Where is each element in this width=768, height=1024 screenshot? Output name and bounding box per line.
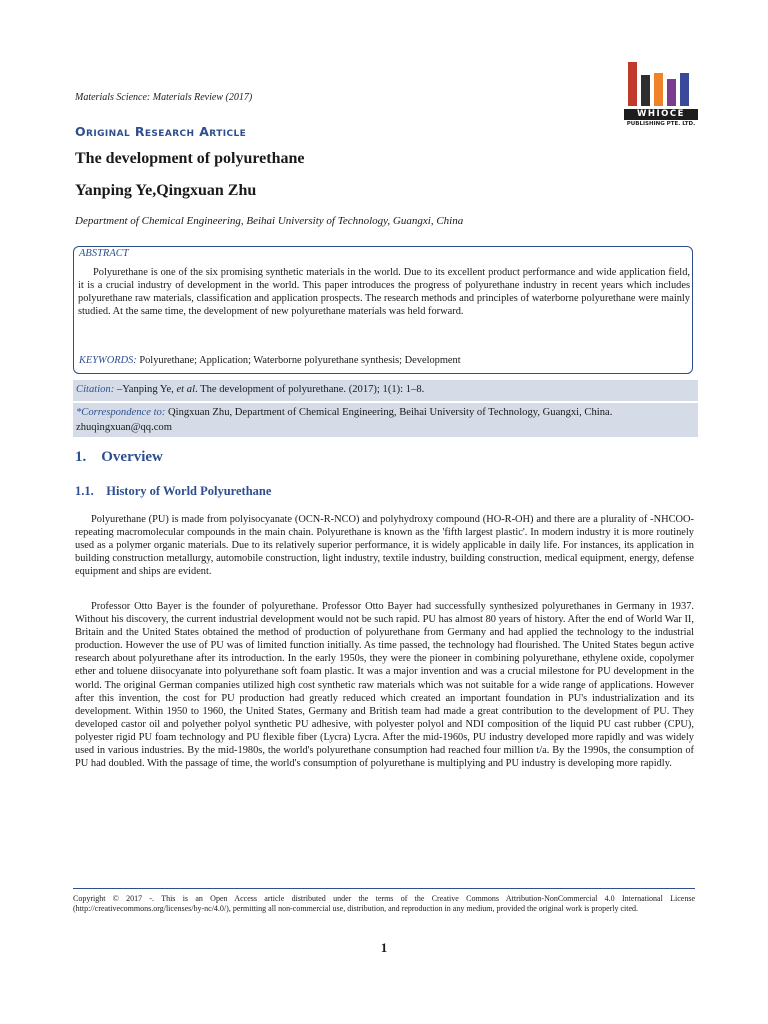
abstract-text: Polyurethane is one of the six promising synthetic materials in the world. Due to its excellent product performance and wide application field, it is a crucial industry of development in the world. This paper introduces the progress of polyurethane industry in recent years which includes polyurethane raw materials, classification and application prospects. The research methods and principles of waterborne polyurethane were mainly studied. At the same time, the development of new polyurethane materials was held forward.	[78, 267, 690, 318]
subsection-heading: 1.1. History of World Polyurethane	[75, 484, 272, 498]
keywords-label: KEYWORDS:	[79, 355, 137, 366]
citation-prefix: –Yanping Ye,	[114, 384, 177, 395]
keywords-list: Polyurethane; Application; Waterborne polyurethane synthesis; Development	[136, 355, 461, 366]
article-title: The development of polyurethane	[75, 150, 305, 167]
keywords	[79, 355, 461, 366]
correspondence-label: *Correspondence to:	[76, 407, 166, 418]
body-paragraph: Polyurethane (PU) is made from polyisocyanate (OCN-R-NCO) and polyhydroxy compound (HO-R-OH) and there are a plurality of -NHCOO-repeating macromolecular compounds in the main chain. Polyurethane is known as the 'fifth largest plastic'. In modern industry it is more routinely used as a polymer organic materials. Due to its relatively superior performance, it is widely applicable in daily life. For instances, its application in building construction metallurgy, automobile construction, light industry, textile industry, building construction, medical equipment, energy, defense equipment and ships are evident.	[75, 514, 694, 578]
logo-bar	[628, 62, 637, 106]
logo-bar	[641, 75, 650, 106]
correspondence-bar	[73, 403, 698, 437]
body-paragraph: Professor Otto Bayer is the founder of polyurethane. Professor Otto Bayer had successfully synthesized polyurethanes in Germany in 1937. Without his discovery, the current industrial development would not be such rapid. PU has almost 80 years of history. After the end of World War II, Britain and the United States obtained the method of production of polyurethane from Germany and had applied the technology to the industrial production. However the use of PU was of limited function initially. As time passed, the technology had flourished. The United States begun active research about polyurethane after its introduction. In the early 1950s, they were the pioneer in combining polyurethane, ethylene oxide, copolymer ether and toluene diisocyanate into polyurethane soft foam plastic. It was a major invention and was a crucial milestone for PU development in the world. The original German companies utilized high cost synthetic raw materials which was not suitable for a wide range of applications. However after this invention, the cost for PU production had greatly reduced which created an important foundation in PU's industrialization and its development. Within 1950 to 1960, the United States, Germany and British team had made a great contribution to the development of PU. They developed castor oil and polyether polyol synthetic PU adhesive, with polyester polyol and NDI composition of the liquid PU cast rubber (CPU), polyester rigid PU foam technology and PU flexible fiber (Lycra) Lycra. After the mid-1960s, PU industry developed more rapidly and was widely used in various industries. By the mid-1980s, the world's polyurethane consumption had reached four million t/a. By the 1990s, the consumption of PU had doubled. With the passage of time, the world's consumption of polyurethane is multiplying and PU industry is developing more rapidly.	[75, 601, 694, 770]
author-list: Yanping Ye,Qingxuan Zhu	[75, 182, 257, 199]
citation-etal: et al	[176, 384, 196, 395]
publisher-tagline: PUBLISHING PTE. LTD.	[626, 121, 696, 127]
publisher-name: WHIOCE	[624, 109, 698, 120]
abstract-box	[73, 246, 693, 374]
correspondence-text: Qingxuan Zhu, Department of Chemical Engineering, Beihai University of Technology, Guangxi, China. zhuqingxuan@qq.com	[76, 407, 613, 433]
citation-label: Citation:	[76, 384, 115, 395]
footer-rule	[73, 888, 695, 889]
logo-bar	[680, 73, 689, 106]
logo-bar	[654, 73, 663, 106]
citation-text: . The development of polyurethane. (2017); 1(1): 1–8.	[195, 384, 425, 395]
citation-bar	[73, 380, 698, 401]
journal-name: Materials Science: Materials Review (2017)	[75, 92, 253, 103]
page-number: 1	[380, 940, 388, 955]
article-type: Original Research Article	[75, 124, 247, 139]
section-heading: 1. Overview	[75, 449, 163, 465]
publisher-logo	[622, 60, 700, 127]
copyright-notice: Copyright © 2017 -. This is an Open Access article distributed under the terms of the Creative Commons Attribution-NonCommercial 4.0 International License (http://creativecommons.org/licenses/by-nc/4.0/), permitting all non-commercial use, distribution, and reproduction in any medium, provided the original work is properly cited.	[73, 894, 695, 914]
abstract-heading: ABSTRACT	[79, 248, 129, 259]
affiliation: Department of Chemical Engineering, Beihai University of Technology, Guangxi, China	[75, 215, 464, 227]
logo-bar	[667, 79, 676, 106]
